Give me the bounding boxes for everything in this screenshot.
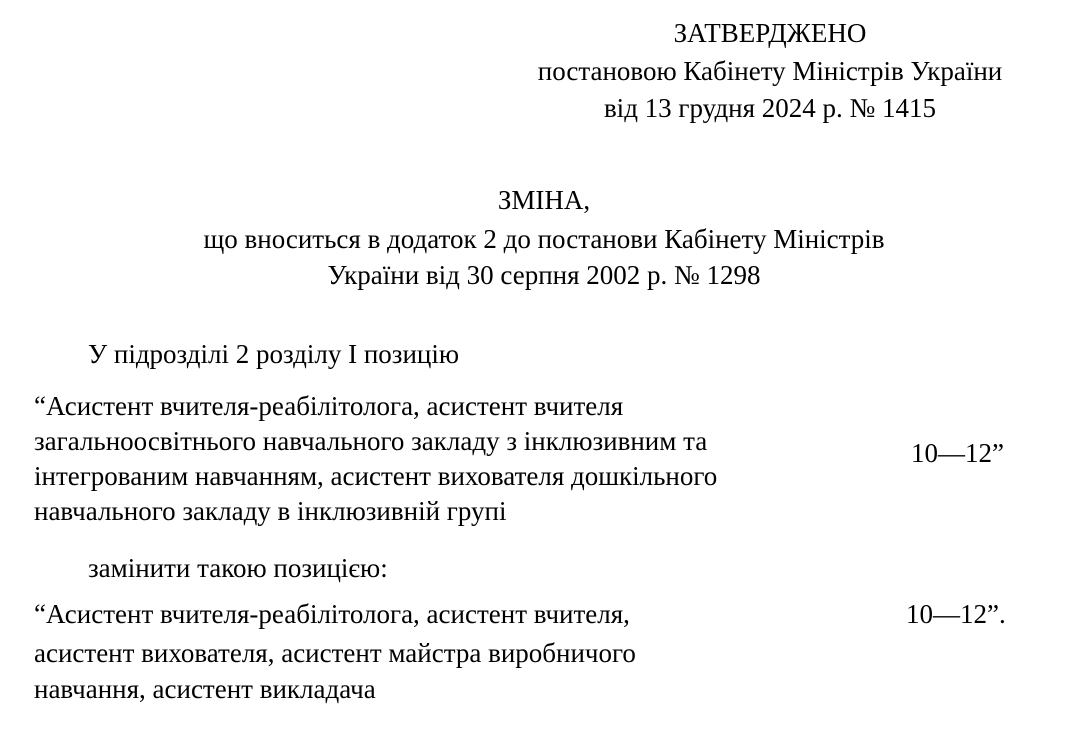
replace-instruction: замінити такою позицією: bbox=[88, 553, 388, 583]
old-position-line: інтегрованим навчанням, асистент вихователя дошкільного bbox=[34, 461, 718, 491]
heading-reference: України від 30 серпня 2002 р. № 1298 bbox=[327, 260, 761, 290]
old-position-line: загальноосвітнього навчального закладу з інклюзивним та bbox=[34, 426, 708, 456]
old-position-value: 10—12” bbox=[911, 438, 1004, 468]
new-position-value: 10—12”. bbox=[906, 599, 1006, 629]
approval-issuer: постановою Кабінету Міністрів України bbox=[537, 56, 1003, 86]
approval-title: ЗАТВЕРДЖЕНО bbox=[673, 18, 867, 48]
new-position-line: навчання, асистент викладача bbox=[34, 674, 376, 704]
new-position-line: “Асистент вчителя-реабілітолога, асистент вчителя, bbox=[34, 599, 630, 629]
new-position-line: асистент вихователя, асистент майстра виробничого bbox=[34, 638, 636, 668]
heading-title: ЗМІНА, bbox=[497, 185, 591, 215]
old-position-line: “Асистент вчителя-реабілітолога, асистент вчителя bbox=[34, 391, 624, 421]
heading-subtitle: що вноситься в додаток 2 до постанови Кабінету Міністрів bbox=[203, 224, 885, 254]
intro-paragraph: У підрозділі 2 розділу І позицію bbox=[88, 339, 460, 369]
old-position-line: навчального закладу в інклюзивній групі bbox=[34, 496, 507, 526]
approval-date: від 13 грудня 2024 р. № 1415 bbox=[603, 93, 937, 123]
